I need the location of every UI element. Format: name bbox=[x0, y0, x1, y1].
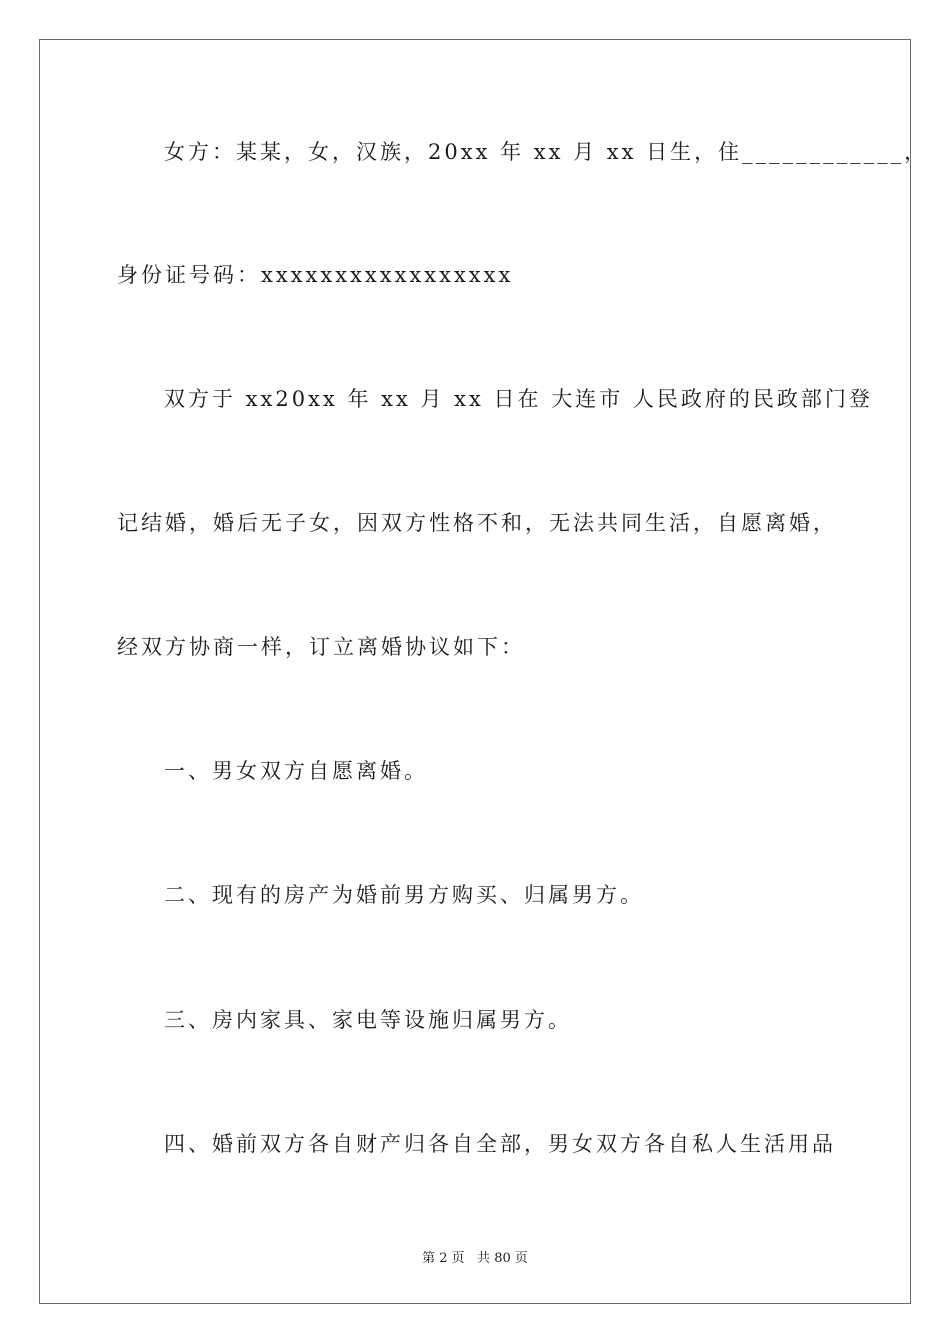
page-number-footer: 第 2 页 共 80 页 bbox=[422, 1251, 528, 1266]
clause-line-1: 一、男女双方自愿离婚。 bbox=[164, 759, 428, 783]
paragraph-line-1: 女方：某某，女，汉族，20xx 年 xx 月 xx 日生，住____________， bbox=[164, 140, 929, 164]
page-border bbox=[39, 39, 929, 1304]
paragraph-line-2: 身份证号码：xxxxxxxxxxxxxxxxx bbox=[117, 263, 514, 287]
clause-line-4: 四、婚前双方各自财产归各自全部，男女双方各自私人生活用品 bbox=[164, 1132, 836, 1156]
clause-line-2: 二、现有的房产为婚前男方购买、归属男方。 bbox=[164, 883, 644, 907]
paragraph-line-4: 记结婚，婚后无子女，因双方性格不和，无法共同生活，自愿离婚， bbox=[117, 511, 837, 535]
paragraph-line-5: 经双方协商一样，订立离婚协议如下： bbox=[117, 635, 525, 659]
paragraph-line-3: 双方于 xx20xx 年 xx 月 xx 日在 大连市 人民政府的民政部门登 bbox=[164, 387, 873, 411]
clause-line-3: 三、房内家具、家电等设施归属男方。 bbox=[164, 1008, 572, 1032]
